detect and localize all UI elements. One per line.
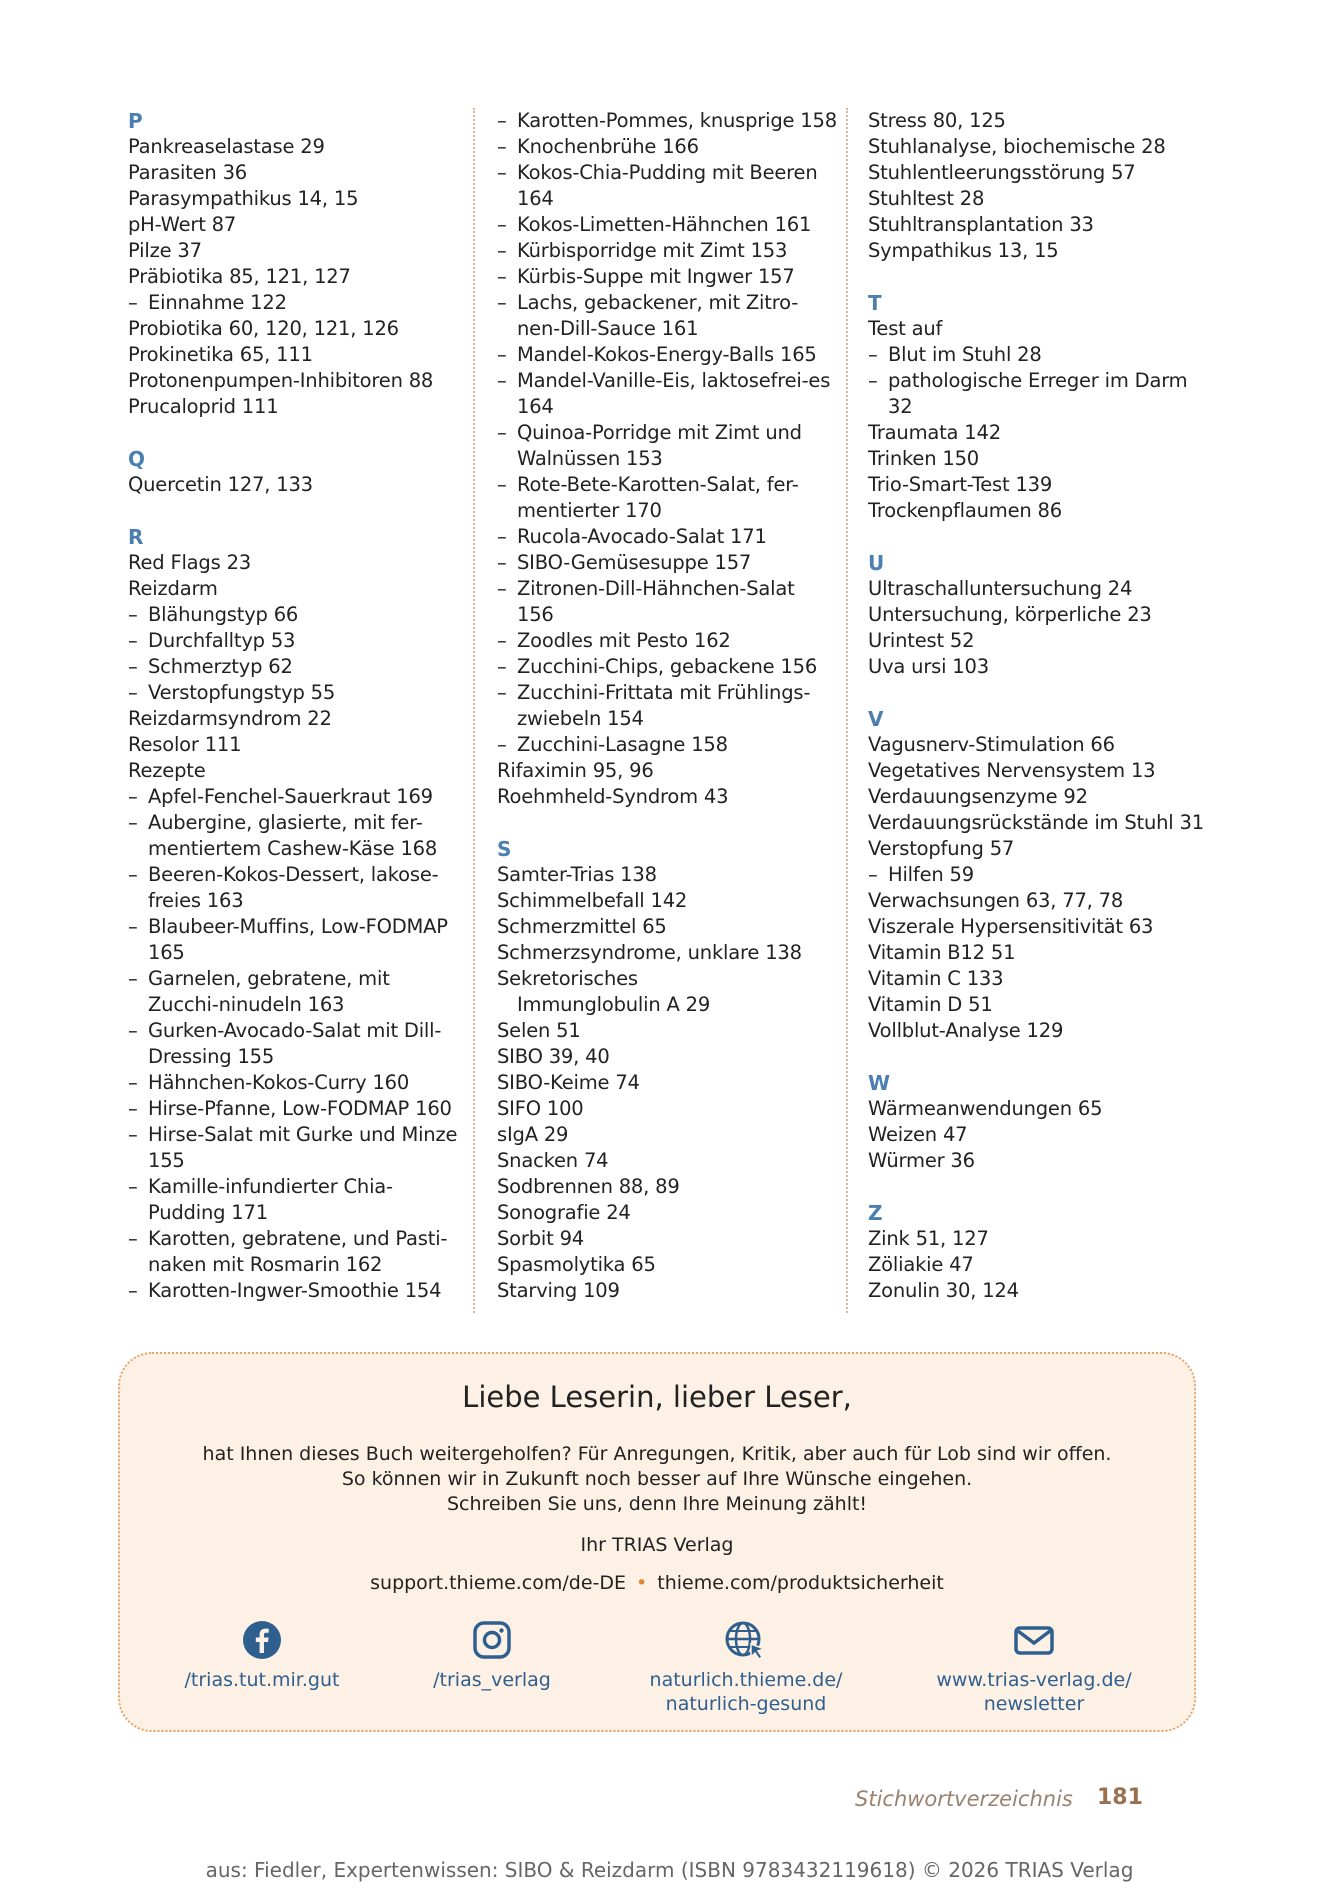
- index-subentry: [497, 264, 837, 290]
- facebook-icon: [242, 1620, 282, 1660]
- subentry-dash: –: [128, 1227, 138, 1250]
- index-entry: Vagusnerv-Stimulation 66: [868, 733, 1115, 756]
- subentry-dash: –: [128, 291, 138, 314]
- subentry-text: Zucchini-Lasagne 158: [517, 733, 728, 756]
- feedback-line: hat Ihnen dieses Buch weitergeholfen? Für Anregungen, Kritik, aber auch für Lob sind wir offen.: [202, 1443, 1112, 1465]
- facebook-link[interactable]: [152, 1620, 372, 1692]
- index-letter-heading: V: [868, 707, 884, 731]
- index-subentry: [128, 1278, 463, 1304]
- subentry-text: Hirse-Salat mit Gurke und Minze 155: [148, 1123, 458, 1172]
- index-entry: Red Flags 23: [128, 551, 251, 574]
- index-entry: Stuhlanalyse, biochemische 28: [868, 135, 1166, 158]
- column-divider: [473, 108, 475, 1313]
- index-column-1: [128, 108, 463, 1304]
- index-entry: Verdauungsrückstände im Stuhl 31: [868, 811, 1204, 834]
- index-subentry: [128, 654, 463, 680]
- index-subentry: [497, 680, 837, 732]
- subentry-dash: –: [868, 369, 878, 392]
- subentry-text: Kamille-infundierter Chia-​Pudding 171: [148, 1175, 393, 1224]
- subentry-dash: –: [497, 551, 507, 574]
- index-entry: Schmerzmittel 65: [497, 915, 667, 938]
- index-entry: Sekretorisches: [497, 967, 638, 990]
- subentry-dash: –: [497, 161, 507, 184]
- subentry-dash: –: [128, 811, 138, 834]
- subentry-text: Schmerztyp 62: [148, 655, 293, 678]
- index-entry: Pilze 37: [128, 239, 202, 262]
- page-number: 181: [1097, 1785, 1143, 1810]
- newsletter-label: [924, 1668, 1144, 1716]
- subentry-text: Verstopfungstyp 55: [148, 681, 336, 704]
- index-letter-heading: S: [497, 837, 512, 861]
- publisher-signature: Ihr TRIAS Verlag: [580, 1534, 734, 1556]
- subentry-dash: –: [497, 135, 507, 158]
- index-subentry: [128, 1122, 463, 1174]
- index-entry: Reizdarm: [128, 577, 218, 600]
- subentry-text: Beeren-Kokos-Dessert, lakose-​freies 163: [148, 863, 439, 912]
- index-subentry: [497, 732, 837, 758]
- index-letter-heading: W: [868, 1071, 890, 1095]
- index-entry: Sympathikus 13, 15: [868, 239, 1059, 262]
- index-entry: Prucaloprid 111: [128, 395, 279, 418]
- index-entry: Quercetin 127, 133: [128, 473, 313, 496]
- index-subentry: [497, 212, 837, 238]
- subentry-dash: –: [497, 239, 507, 262]
- subentry-dash: –: [128, 1175, 138, 1198]
- website-link[interactable]: [636, 1620, 856, 1716]
- index-subentry: [128, 914, 463, 966]
- index-subentry: [497, 654, 837, 680]
- subentry-dash: –: [497, 291, 507, 314]
- index-subentry: [497, 290, 837, 342]
- index-entry: Zink 51, 127: [868, 1227, 989, 1250]
- index-entry: Vitamin B12 51: [868, 941, 1016, 964]
- index-entry: Stuhlentleerungsstörung 57: [868, 161, 1136, 184]
- index-subentry: [497, 238, 837, 264]
- subentry-dash: –: [497, 421, 507, 444]
- subentry-text: Karotten-Ingwer-Smoothie 154: [148, 1279, 442, 1302]
- subentry-dash: –: [128, 1097, 138, 1120]
- subentry-dash: –: [128, 1071, 138, 1094]
- index-entry: Urintest 52: [868, 629, 975, 652]
- index-entry: sIgA 29: [497, 1123, 569, 1146]
- subentry-dash: –: [128, 655, 138, 678]
- index-subentry: [497, 550, 837, 576]
- index-entry: Würmer 36: [868, 1149, 975, 1172]
- subentry-text: Zoodles mit Pesto 162: [517, 629, 731, 652]
- index-subentry: [128, 966, 463, 1018]
- instagram-link[interactable]: [382, 1620, 602, 1692]
- index-subentry: [128, 602, 463, 628]
- index-entry: Vollblut-Analyse 129: [868, 1019, 1064, 1042]
- subentry-dash: –: [497, 629, 507, 652]
- index-entry: Rezepte: [128, 759, 206, 782]
- index-entry: Selen 51: [497, 1019, 581, 1042]
- subentry-text: Hähnchen-Kokos-Curry 160: [148, 1071, 410, 1094]
- subentry-text: Karotten, gebratene, und Pasti-​naken mit Rosmarin 162: [148, 1227, 448, 1276]
- index-subentry: [497, 160, 837, 212]
- index-entry: Roehmheld-Syndrom 43: [497, 785, 729, 808]
- index-subentry: [497, 134, 837, 160]
- index-subentry: [497, 108, 837, 134]
- subentry-dash: –: [497, 265, 507, 288]
- newsletter-label-line: newsletter: [983, 1693, 1085, 1715]
- index-entry: Reizdarmsyndrom 22: [128, 707, 332, 730]
- subentry-text: Kokos-Chia-Pudding mit Beeren 164: [517, 161, 818, 210]
- index-entry: Wärmeanwendungen 65: [868, 1097, 1103, 1120]
- index-entry: Samter-Trias 138: [497, 863, 657, 886]
- index-entry: Parasiten 36: [128, 161, 247, 184]
- section-gap: [868, 1044, 1208, 1070]
- subentry-text: Zucchini-Frittata mit Frühlings-​zwiebeln 154: [517, 681, 811, 730]
- subentry-text: Blaubeer-Muffins, Low-FODMAP 165: [148, 915, 448, 964]
- facebook-label: /trias.tut.mir.gut: [184, 1669, 340, 1691]
- section-gap: [868, 680, 1208, 706]
- subentry-dash: –: [128, 681, 138, 704]
- index-entry: Pankreaselastase 29: [128, 135, 325, 158]
- column-divider: [846, 108, 848, 1313]
- index-entry: Prokinetika 65, 111: [128, 343, 313, 366]
- index-subentry: [497, 472, 837, 524]
- subentry-text: Garnelen, gebratene, mit Zucchi-​ninudeln 163: [148, 967, 390, 1016]
- index-entry: SIFO 100: [497, 1097, 584, 1120]
- index-entry: Verdauungsenzyme 92: [868, 785, 1088, 808]
- index-entry: Viszerale Hypersensitivität 63: [868, 915, 1154, 938]
- index-subentry: [868, 342, 1208, 368]
- index-entry: Verwachsungen 63, 77, 78: [868, 889, 1124, 912]
- product-safety-link[interactable]: thieme.com/produktsicherheit: [657, 1572, 944, 1594]
- index-subentry: [128, 1174, 463, 1226]
- subentry-text: pathologische Erreger im Darm 32: [888, 369, 1188, 418]
- subentry-text: Kürbisporridge mit Zimt 153: [517, 239, 788, 262]
- index-column-3: [868, 108, 1208, 1304]
- subentry-text: Apfel-Fenchel-Sauerkraut 169: [148, 785, 433, 808]
- index-subentry: [128, 810, 463, 862]
- subentry-dash: –: [497, 369, 507, 392]
- index-entry: Starving 109: [497, 1279, 620, 1302]
- section-gap: [868, 524, 1208, 550]
- subentry-dash: –: [128, 1279, 138, 1302]
- index-subentry: [128, 1096, 463, 1122]
- index-subentry: [128, 1226, 463, 1278]
- index-subentry: [128, 680, 463, 706]
- support-links: [120, 1572, 1194, 1594]
- index-entry: Protonenpumpen-Inhibitoren 88: [128, 369, 434, 392]
- subentry-dash: –: [128, 603, 138, 626]
- index-entry: Traumata 142: [868, 421, 1001, 444]
- index-entry-continuation: Immunglobulin A 29: [517, 993, 711, 1016]
- section-gap: [868, 1174, 1208, 1200]
- index-subentry: [128, 1070, 463, 1096]
- subentry-text: Quinoa-Porridge mit Zimt und Walnüssen 153: [517, 421, 802, 470]
- index-entry: Vegetatives Nervensystem 13: [868, 759, 1156, 782]
- index-entry: Uva ursi 103: [868, 655, 989, 678]
- subentry-dash: –: [497, 525, 507, 548]
- subentry-text: Lachs, gebackener, mit Zitro-​nen-Dill-Sauce 161: [517, 291, 799, 340]
- instagram-label: /trias_verlag: [433, 1669, 551, 1691]
- subentry-text: SIBO-Gemüsesuppe 157: [517, 551, 752, 574]
- index-subentry: [128, 862, 463, 914]
- index-subentry: [497, 368, 837, 420]
- index-subentry: [868, 368, 1208, 420]
- index-entry: Weizen 47: [868, 1123, 968, 1146]
- index-letter-heading: Q: [128, 447, 145, 471]
- index-entry: Stuhltransplantation 33: [868, 213, 1094, 236]
- subentry-dash: –: [128, 629, 138, 652]
- subentry-text: Einnahme 122: [148, 291, 287, 314]
- index-subentry: [497, 628, 837, 654]
- subentry-dash: –: [128, 1019, 138, 1042]
- subentry-dash: –: [497, 655, 507, 678]
- newsletter-label-line: www.trias-verlag.de/: [936, 1669, 1132, 1691]
- reader-feedback-box: [118, 1352, 1196, 1732]
- index-subentry: [128, 1018, 463, 1070]
- feedback-line: So können wir in Zukunft noch besser auf Ihre Wünsche eingehen.: [341, 1468, 973, 1490]
- index-entry: Probiotika 60, 120, 121, 126: [128, 317, 399, 340]
- index-entry: Trinken 150: [868, 447, 980, 470]
- subentry-text: Gurken-Avocado-Salat mit Dill-Dressing 155: [148, 1019, 442, 1068]
- index-entry: SIBO-Keime 74: [497, 1071, 640, 1094]
- index-column-2: [497, 108, 837, 1304]
- subentry-text: Rucola-Avocado-Salat 171: [517, 525, 767, 548]
- website-label-line: naturlich-gesund: [665, 1693, 827, 1715]
- index-entry: Stuhltest 28: [868, 187, 985, 210]
- section-gap: [128, 498, 463, 524]
- section-gap: [128, 420, 463, 446]
- index-subentry: [497, 420, 837, 472]
- subentry-text: Hirse-Pfanne, Low-FODMAP 160: [148, 1097, 452, 1120]
- feedback-title: Liebe Leserin, lieber Leser,: [462, 1380, 852, 1414]
- index-subentry: [868, 862, 1208, 888]
- index-letter-heading: R: [128, 525, 144, 549]
- index-entry: Resolor 111: [128, 733, 242, 756]
- index-subentry: [128, 628, 463, 654]
- instagram-icon: [472, 1620, 512, 1660]
- subentry-text: Mandel-Vanille-Eis, laktosefrei-​es 164: [517, 369, 831, 418]
- subentry-text: Kürbis-Suppe mit Ingwer 157: [517, 265, 795, 288]
- newsletter-link[interactable]: [924, 1620, 1144, 1716]
- index-entry: Untersuchung, körperliche 23: [868, 603, 1152, 626]
- subentry-text: Rote-Bete-Karotten-Salat, fer-​mentierter 170: [517, 473, 799, 522]
- subentry-dash: –: [497, 733, 507, 756]
- subentry-text: Blut im Stuhl 28: [888, 343, 1042, 366]
- index-entry: Parasympathikus 14, 15: [128, 187, 359, 210]
- feedback-line: Schreiben Sie uns, denn Ihre Meinung zählt!: [446, 1493, 868, 1515]
- subentry-text: Mandel-Kokos-Energy-Balls 165: [517, 343, 817, 366]
- index-entry: Rifaximin 95, 96: [497, 759, 654, 782]
- index-entry: Schmerzsyndrome, unklare 138: [497, 941, 802, 964]
- index-subentry: [128, 290, 463, 316]
- index-entry: Präbiotika 85, 121, 127: [128, 265, 351, 288]
- subentry-dash: –: [497, 109, 507, 132]
- section-gap: [497, 810, 837, 836]
- subentry-text: Aubergine, glasierte, mit fer-​mentiertem Cashew-Käse 168: [148, 811, 438, 860]
- subentry-text: Zitronen-Dill-Hähnchen-Salat 156: [517, 577, 795, 626]
- index-subentry: [497, 342, 837, 368]
- subentry-text: Kokos-Limetten-Hähnchen 161: [517, 213, 812, 236]
- website-label-line: naturlich.thieme.de/: [649, 1669, 843, 1691]
- index-entry: Schimmelbefall 142: [497, 889, 688, 912]
- subentry-dash: –: [497, 213, 507, 236]
- index-entry: Vitamin D 51: [868, 993, 993, 1016]
- link-separator: •: [636, 1572, 648, 1594]
- subentry-text: Zucchini-Chips, gebackene 156: [517, 655, 818, 678]
- subentry-text: Blähungstyp 66: [148, 603, 299, 626]
- subentry-dash: –: [128, 967, 138, 990]
- index-entry: Zöliakie 47: [868, 1253, 974, 1276]
- running-footer-section: Stichwortverzeichnis: [855, 1787, 1073, 1811]
- index-entry: Snacken 74: [497, 1149, 609, 1172]
- subentry-text: Knochenbrühe 166: [517, 135, 699, 158]
- subentry-dash: –: [497, 577, 507, 600]
- index-letter-heading: P: [128, 109, 143, 133]
- subentry-text: Karotten-Pommes, knusprige 158: [517, 109, 837, 132]
- index-entry: Test auf: [868, 317, 943, 340]
- index-letter-heading: Z: [868, 1201, 883, 1225]
- subentry-text: Durchfalltyp 53: [148, 629, 296, 652]
- index-subentry: [497, 524, 837, 550]
- website-label: [636, 1668, 856, 1716]
- index-entry: pH-Wert 87: [128, 213, 237, 236]
- subentry-dash: –: [497, 343, 507, 366]
- subentry-dash: –: [868, 863, 878, 886]
- index-entry: Spasmolytika 65: [497, 1253, 656, 1276]
- index-entry: Sodbrennen 88, 89: [497, 1175, 680, 1198]
- index-subentry: [497, 576, 837, 628]
- support-link[interactable]: support.thieme.com/de-DE: [370, 1572, 627, 1594]
- index-letter-heading: U: [868, 551, 885, 575]
- source-notice: aus: Fiedler, Expertenwissen: SIBO & Reizdarm (ISBN 9783432119618) © 2026 TRIAS Verlag: [205, 1858, 1134, 1882]
- subentry-dash: –: [497, 473, 507, 496]
- section-gap: [868, 264, 1208, 290]
- feedback-message: [120, 1442, 1194, 1517]
- index-entry: Vitamin C 133: [868, 967, 1004, 990]
- index-entry: Zonulin 30, 124: [868, 1279, 1019, 1302]
- index-entry: Stress 80, 125: [868, 109, 1006, 132]
- index-entry: Sonografie 24: [497, 1201, 631, 1224]
- subentry-dash: –: [868, 343, 878, 366]
- index-subentry: [128, 784, 463, 810]
- mail-icon: [1012, 1620, 1056, 1660]
- subentry-dash: –: [128, 915, 138, 938]
- index-entry: Verstopfung 57: [868, 837, 1015, 860]
- index-entry: Trio-Smart-Test 139: [868, 473, 1053, 496]
- subentry-dash: –: [128, 863, 138, 886]
- index-entry: Sorbit 94: [497, 1227, 584, 1250]
- subentry-text: Hilfen 59: [888, 863, 974, 886]
- index-entry: Ultraschalluntersuchung 24: [868, 577, 1133, 600]
- index-entry: Trockenpflaumen 86: [868, 499, 1062, 522]
- subentry-dash: –: [128, 1123, 138, 1146]
- index-letter-heading: T: [868, 291, 882, 315]
- subentry-dash: –: [497, 681, 507, 704]
- subentry-dash: –: [128, 785, 138, 808]
- index-entry: SIBO 39, 40: [497, 1045, 610, 1068]
- globe-cursor-icon: [724, 1620, 768, 1660]
